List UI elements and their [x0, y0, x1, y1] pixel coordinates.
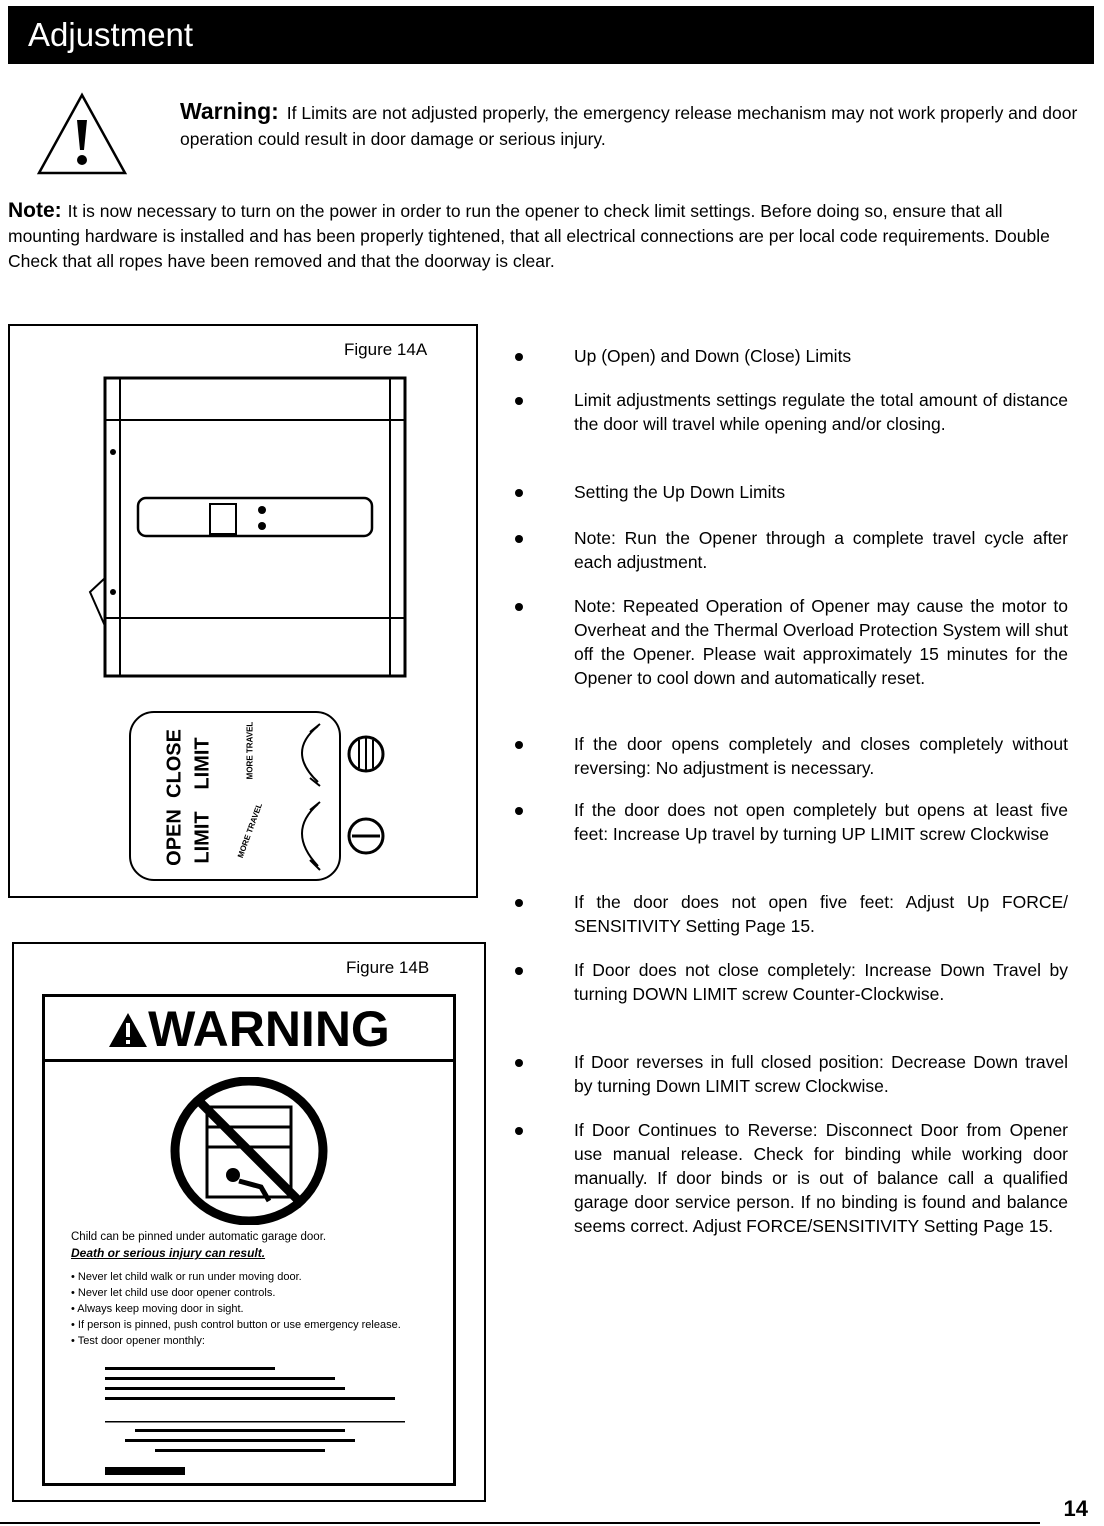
more-travel-label-close: MORE TRAVEL — [245, 721, 255, 780]
bullet-icon — [515, 535, 523, 543]
warning-line2: Death or serious injury can result. — [71, 1246, 266, 1260]
note-paragraph — [8, 198, 1078, 274]
bullet-icon — [515, 1059, 523, 1067]
fine-print-illegible — [105, 1363, 405, 1483]
warning-rule: • If person is pinned, push control button or use emergency release. — [71, 1319, 401, 1331]
bullet-icon — [515, 967, 523, 975]
warning-rules-list — [71, 1269, 441, 1349]
bullet-icon — [515, 603, 523, 611]
figure-14b — [12, 942, 486, 1502]
bullet-icon — [515, 899, 523, 907]
warning-rule: • Never let child use door opener controls. — [71, 1287, 276, 1299]
bullet-icon — [515, 397, 523, 405]
section-header — [8, 6, 1094, 64]
section-title: Adjustment — [28, 16, 194, 53]
warning-paragraph — [180, 98, 1080, 152]
warning-rule: • Never let child walk or run under moving door. — [71, 1271, 302, 1283]
footer-rule — [0, 1522, 1040, 1524]
warning-triangle-icon — [108, 1012, 148, 1048]
bullet-icon — [515, 353, 523, 361]
figure-14b-label: Figure 14B — [346, 958, 430, 977]
warning-label-sticker — [42, 994, 456, 1486]
opener-unit-illustration — [10, 326, 476, 896]
figure-14a — [8, 324, 478, 898]
warning-rule: • Test door opener monthly: — [71, 1335, 205, 1347]
more-travel-label-open: MORE TRAVEL — [235, 801, 265, 860]
bullet-icon — [515, 807, 523, 815]
bullet-icon — [515, 741, 523, 749]
no-child-under-door-icon — [169, 1077, 329, 1225]
figure-14a-label: Figure 14A — [344, 340, 428, 359]
close-limit-label: CLOSE LIMIT — [163, 729, 214, 798]
note-text: It is now necessary to turn on the power in order to run the opener to check limit settings. Before doing so, ensure that all mounting hardware is installed and has been properly tightened, that all electrical connections are per local code requirements. Double Check that all ropes have been removed and that the doorway is clear. — [8, 201, 1050, 271]
warning-line1: Child can be pinned under automatic garage door. — [71, 1231, 327, 1243]
warning-label: Warning: — [180, 98, 279, 124]
bullet-icon — [515, 489, 523, 497]
page-number: 14 — [1063, 1496, 1088, 1521]
open-limit-label: OPEN LIMIT — [163, 809, 214, 866]
bullet-icon — [515, 1127, 523, 1135]
warning-text: If Limits are not adjusted properly, the emergency release mechanism may not work properly and door operation could result in door damage or serious injury. — [180, 103, 1078, 149]
warning-sticker-title: WARNING — [45, 997, 453, 1059]
warning-rule: • Always keep moving door in sight. — [71, 1303, 244, 1315]
note-label: Note: — [8, 199, 62, 222]
warning-triangle-icon — [36, 92, 128, 176]
